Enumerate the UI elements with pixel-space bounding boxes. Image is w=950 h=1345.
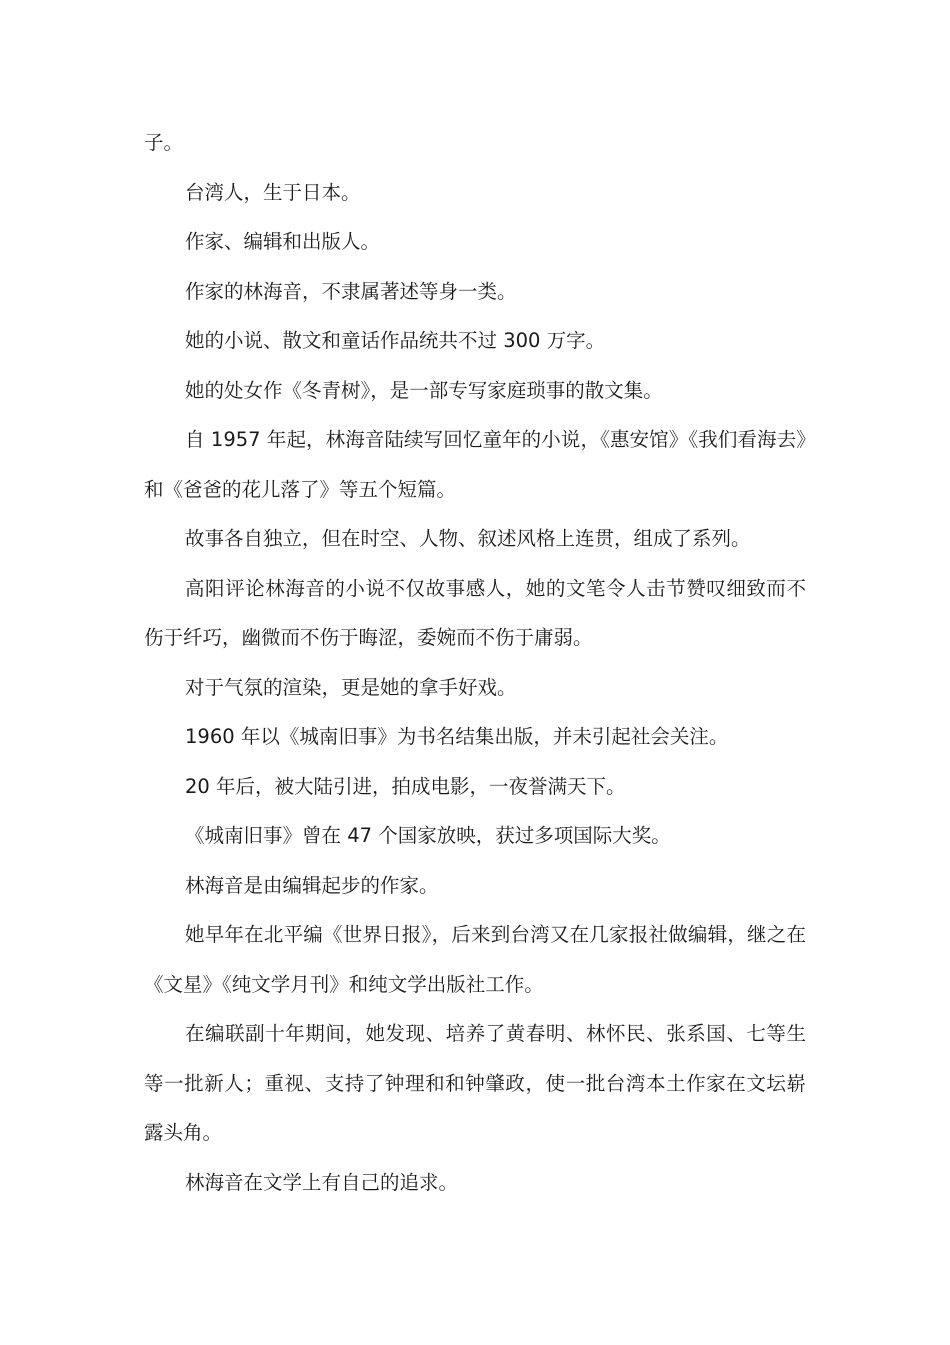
paragraph: 1960 年以《城南旧事》为书名结集出版，并未引起社会关注。	[185, 725, 729, 748]
paragraph: 她早年在北平编《世界日报》，后来到台湾又在几家报社做编辑，继之在《文星》《纯文学月刊》和纯文学出版社工作。	[144, 923, 806, 996]
paragraph: 作家的林海音，不隶属著述等身一类。	[185, 279, 517, 303]
paragraph: 她的小说、散文和童话作品统共不过 300 万字。	[185, 329, 606, 352]
paragraph: 故事各自独立，但在时空、人物、叙述风格上连贯，组成了系列。	[185, 527, 751, 550]
document-body	[144, 118, 806, 1207]
paragraph: 20 年后，被大陆引进，拍成电影，一夜誉满天下。	[185, 774, 626, 798]
paragraph: 林海音在文学上有自己的追求。	[185, 1170, 459, 1194]
paragraph: 作家、编辑和出版人。	[185, 230, 381, 253]
paragraph: 林海音是由编辑起步的作家。	[185, 873, 439, 897]
paragraph: 在编联副十年期间，她发现、培养了黄春明、林怀民、张系国、七等生等一批新人；重视、支持了钟理和和钟肇政，使一批台湾本土作家在文坛崭露头角。	[144, 1022, 806, 1144]
paragraph: 对于气氛的渲染，更是她的拿手好戏。	[185, 675, 517, 699]
paragraph-continuation: 子。	[144, 131, 184, 154]
paragraph: 高阳评论林海音的小说不仅故事感人，她的文笔令人击节赞叹细致而不伤于纤巧，幽微而不伤于晦涩，委婉而不伤于庸弱。	[144, 576, 806, 649]
paragraph: 《城南旧事》曾在 47 个国家放映，获过多项国际大奖。	[185, 824, 671, 847]
paragraph: 自 1957 年起，林海音陆续写回忆童年的小说，《惠安馆》《我们看海去》和《爸爸的花儿落了》等五个短篇。	[144, 428, 806, 501]
paragraph: 台湾人，生于日本。	[185, 180, 361, 204]
paragraph: 她的处女作《冬青树》，是一部专写家庭琐事的散文集。	[185, 378, 663, 402]
